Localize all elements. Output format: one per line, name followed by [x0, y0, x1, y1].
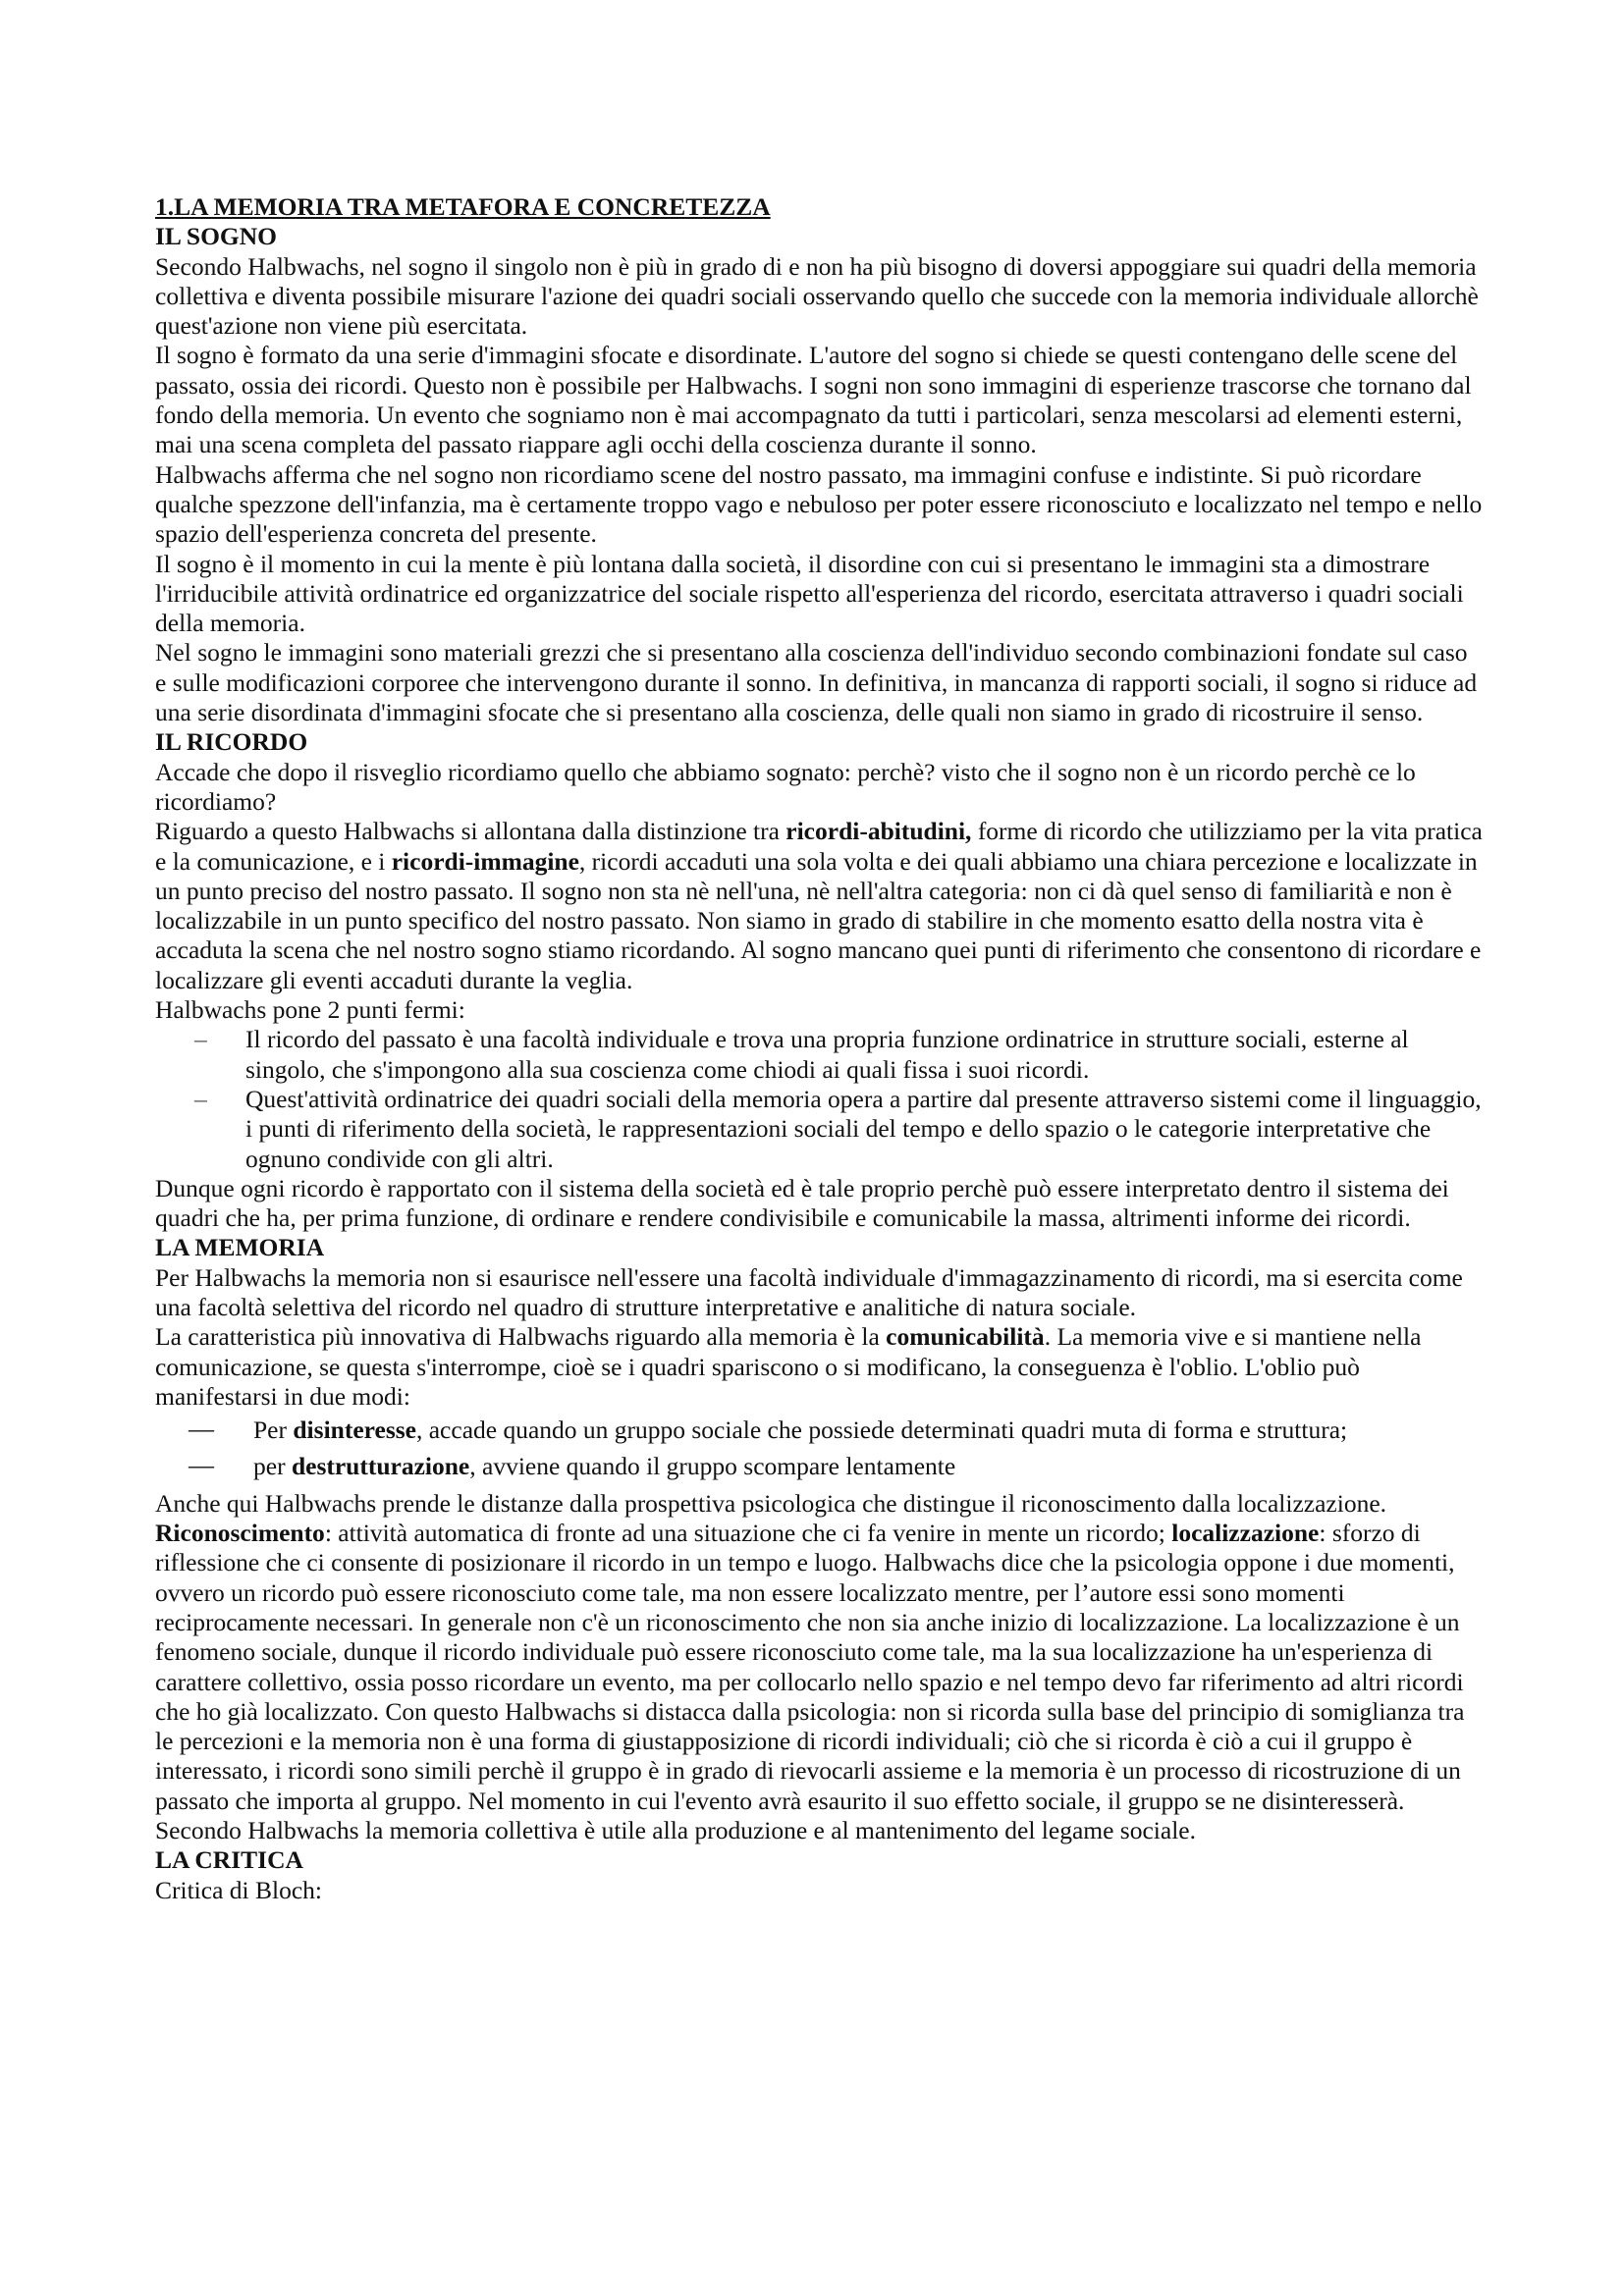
- text-run: : sforzo di riflessione che ci consente di posizionare il ricordo in un tempo e luogo. Halbwachs dice che la psicologia oppone i due momenti, ovvero un ricordo può essere riconosciuto come tale, ma non essere localizzato mentre, per l’autore essi sono momenti reciprocamente necessari. In generale non c'è un riconoscimento che non sia anche inizio di localizzazione. La localizzazione è un fenomeno sociale, dunque il ricordo individuale può essere riconosciuto come tale, ma la sua localizzazione ha un'esperienza di carattere collettivo, ossia posso ricordare un evento, ma per collocarlo nello spazio e nel tempo devo far riferimento ad altri ricordi che ho già localizzato. Con questo Halbwachs si distacca dalla psicologia: non si ricorda sulla base del principio di somiglianza tra le percezioni e la memoria non è una forma di giustapposizione di ricordi individuali; ciò che si ricorda è ciò a cui il gruppo è interessato, i ricordi sono simili perchè il gruppo è in grado di rievocarli assieme e la memoria è un processo di ricostruzione di un passato che importa al gruppo. Nel momento in cui l'evento avrà esaurito il suo effetto sociale, il gruppo se ne disinteresserà. Secondo Halbwachs la memoria collettiva è utile alla produzione e al mantenimento del legame sociale.: [155, 1519, 1465, 1845]
- paragraph: Halbwachs pone 2 punti fermi:: [155, 995, 465, 1025]
- text-run: Anche qui Halbwachs prende le distanze dalla prospettiva psicologica che distingue il riconoscimento dalla localizzazione.: [155, 1488, 1387, 1518]
- text-run: La caratteristica più innovativa di Halbwachs riguardo alla memoria è la: [155, 1322, 887, 1352]
- paragraph: Critica di Bloch:: [155, 1875, 322, 1904]
- text-run: forme di ricordo che utilizziamo per la vita pratica e la comunicazione, e i: [155, 817, 1483, 876]
- paragraph: Per Halbwachs la memoria non si esaurisce nell'essere una facoltà individuale d'immagazzinamento di ricordi, ma si esercita come una facoltà selettiva del ricordo nel quadro di strutture interpretative e analitiche di natura sociale.: [155, 1262, 1463, 1321]
- paragraph: Nel sogno le immagini sono materiali grezzi che si presentano alla coscienza dell'individuo secondo combinazioni fondate sul caso e sulle modificazioni corporee che intervengono durante il sonno. In definitiva, in mancanza di rapporti sociali, il sogno si riduce ad una serie disordinata d'immagini sfocate che si presentano alla coscienza, delle quali non siamo in grado di ricostruire il senso.: [155, 638, 1478, 727]
- bold-term: localizzazione: [1171, 1519, 1320, 1548]
- list-item: [253, 1415, 1483, 1445]
- bold-term: ricordi-immagine: [391, 846, 579, 876]
- dash-list: [155, 1025, 1483, 1173]
- document-title: 1.LA MEMORIA TRA METAFORA E CONCRETEZZA: [155, 192, 771, 221]
- paragraph: Il sogno è formato da una serie d'immagini sfocate e disordinate. L'autore del sogno si chiede se questi contengano delle scene del passato, ossia dei ricordi. Questo non è possibile per Halbwachs. I sogni non sono immagini di esperienze trascorse che tornano dal fondo della memoria. Un evento che sogniamo non è mai accompagnato da tutti i particolari, senza mescolarsi ad elementi esterni, mai una scena completa del passato riappare agli occhi della coscienza durante il sonno.: [155, 341, 1472, 459]
- list-item: – Quest'attività ordinatrice dei quadri sociali della memoria opera a partire dal presente attraverso sistemi come il linguaggio, i punti di riferimento della società, le rappresentazioni sociali del tempo e dello spazio o le categorie interpretative che ognuno condivide con gli altri.: [245, 1085, 1483, 1174]
- text-run: , accade quando un gruppo sociale che possiede determinati quadri muta di forma e struttura;: [415, 1415, 1348, 1445]
- list-item: [253, 1452, 1483, 1481]
- list-item: – Il ricordo del passato è una facoltà individuale e trova una propria funzione ordinatrice in strutture sociali, esterne al singolo, che s'impongono alla sua coscienza come chiodi ai quali fissa i suoi ricordi.: [245, 1025, 1483, 1085]
- section-heading: LA CRITICA: [155, 1845, 303, 1875]
- document-page: [155, 192, 1483, 1905]
- paragraph: [155, 1489, 1483, 1846]
- bold-term: Riconoscimento: [155, 1519, 325, 1548]
- section-ricordo: [155, 727, 1483, 1233]
- paragraph: Accade che dopo il risveglio ricordiamo quello che abbiamo sognato: perchè? visto che il sogno non è un ricordo perchè ce lo ricordiamo?: [155, 757, 1416, 816]
- text-run: , ricordi accaduti una sola volta e dei quali abbiamo una chiara percezione e localizzate in un punto preciso del nostro passato. Il sogno non sta nè nell'una, nè nell'altra categoria: non ci dà quel senso di familiarità e non è localizzabile in un punto specifico del nostro passato. Non siamo in grado di stabilire in che momento esatto della nostra vita è accaduta la scena che nel nostro sogno stiamo ricordando. Al sogno mancano quei punti di riferimento che consentono di ricordare e localizzare gli eventi accaduti durante la veglia.: [155, 846, 1482, 994]
- bold-term: ricordi-abitudini,: [785, 817, 972, 846]
- section-sogno: [155, 222, 1483, 727]
- text-run: per: [253, 1452, 292, 1481]
- paragraph: Halbwachs afferma che nel sogno non ricordiamo scene del nostro passato, ma immagini confuse e indistinte. Si può ricordare qualche spezzone dell'infanzia, ma è certamente troppo vago e nebuloso per poter essere riconosciuto e localizzato nel tempo e nello spazio dell'esperienza concreta del presente.: [155, 459, 1483, 549]
- bold-term: destrutturazione: [291, 1452, 470, 1481]
- dash-list: [155, 1415, 1483, 1482]
- bold-term: comunicabilità: [886, 1322, 1045, 1352]
- section-heading: LA MEMORIA: [155, 1233, 325, 1262]
- section-heading: IL RICORDO: [155, 727, 308, 757]
- paragraph: [155, 817, 1483, 995]
- bold-term: disinteresse: [293, 1415, 416, 1445]
- text-run: . La memoria vive e si mantiene nella comunicazione, se questa s'interrompe, cioè se i quadri spariscono o si modificano, la conseguenza è l'oblio. L'oblio può manifestarsi in due modi:: [155, 1322, 1422, 1411]
- paragraph: Secondo Halbwachs, nel sogno il singolo non è più in grado di e non ha più bisogno di doversi appoggiare sui quadri della memoria collettiva e diventa possibile misurare l'azione dei quadri sociali osservando quello che succede con la memoria individuale allorchè quest'azione non viene più esercitata.: [155, 251, 1479, 341]
- paragraph: Il sogno è il momento in cui la mente è più lontana dalla società, il disordine con cui si presentano le immagini sta a dimostrare l'irriducibile attività ordinatrice ed organizzatrice del sociale rispetto all'esperienza del ricordo, esercitata attraverso i quadri sociali della memoria.: [155, 549, 1464, 638]
- text-run: Riguardo a questo Halbwachs si allontana dalla distinzione tra: [155, 817, 786, 846]
- section-memoria: [155, 1233, 1483, 1845]
- section-critica: [155, 1845, 1483, 1905]
- paragraph: Dunque ogni ricordo è rapportato con il sistema della società ed è tale proprio perchè può essere interpretato dentro il sistema dei quadri che ha, per prima funzione, di ordinare e rendere condivisibile e comunicabile la massa, altrimenti informe dei ricordi.: [155, 1173, 1449, 1233]
- text-run: : attività automatica di fronte ad una situazione che ci fa venire in mente un ricordo;: [324, 1519, 1172, 1548]
- text-run: , avviene quando il gruppo scompare lentamente: [469, 1452, 956, 1481]
- text-run: Per: [253, 1415, 294, 1445]
- paragraph: [155, 1322, 1483, 1412]
- section-heading: IL SOGNO: [155, 222, 278, 251]
